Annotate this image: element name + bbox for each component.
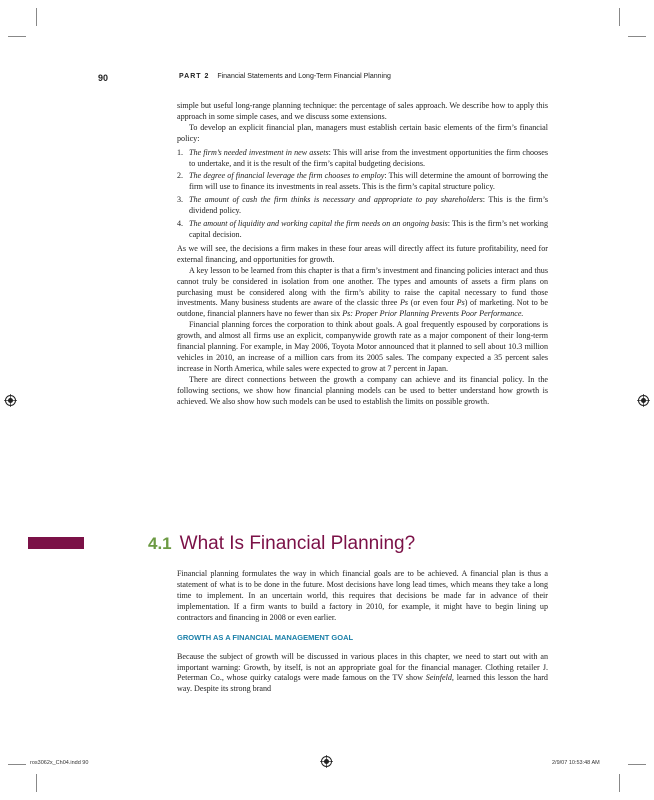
footer-file-slug: ros3062x_Ch04.indd 90 xyxy=(30,760,89,766)
paragraph: simple but useful long-range planning technique: the percentage of sales approach. We describe how to apply this approach in some simple cases, and we discuss some extensions. xyxy=(177,101,548,121)
part-label: PART 2 xyxy=(179,73,210,80)
running-header xyxy=(179,73,391,80)
subsection-heading: GROWTH AS A FINANCIAL MANAGEMENT GOAL xyxy=(177,632,354,642)
crop-mark xyxy=(619,774,620,792)
paragraph: As we will see, the decisions a firm makes in these four areas will directly affect its future profitability, need for external financing, and opportunities for growth. xyxy=(177,243,548,264)
part-title: Financial Statements and Long-Term Financial Planning xyxy=(217,73,391,80)
crop-mark xyxy=(619,8,620,26)
paragraph: There are direct connections between the growth a company can achieve and its financial policy. In the following sections, we show how financial planning models can be used to better understand how growth is achieved. We also show how such models can be used to establish the limits on possible growth. xyxy=(177,374,548,406)
list-item: 2. The degree of financial leverage the firm chooses to employ: This will determine the amount of borrowing the firm will use to finance its investments in real assets. This is the firm’s capital structure policy. xyxy=(177,171,548,192)
paragraph: A key lesson to be learned from this chapter is that a firm’s investment and financing policies interact and thus cannot truly be considered in isolation from one another. The types and amounts of assets a firm plans on purchasing must be considered along with the firm’s ability to raise the capital necessary to fund those investments. Many business students are aware of the classic three Ps (or even four Ps) of marketing. Not to be outdone, financial planners have no fewer than six Ps: Proper Prior Planning Prevents Poor Performance. xyxy=(177,265,548,319)
paragraph: To develop an explicit financial plan, managers must establish certain basic elements of the firm’s financial policy: xyxy=(177,122,548,143)
list-item: 1. The firm’s needed investment in new assets: This will arise from the investment opportunities the firm chooses to undertake, and it is the result of the firm’s capital budgeting decisions. xyxy=(177,147,548,168)
crop-mark xyxy=(628,36,646,37)
policy-list xyxy=(177,148,548,241)
list-item: 4. The amount of liquidity and working capital the firm needs on an ongoing basis: This is the firm’s net working capital decision. xyxy=(177,219,548,239)
crop-mark xyxy=(8,764,26,765)
section-marker-bar xyxy=(28,537,84,549)
footer-date-slug: 2/9/07 10:53:48 AM xyxy=(552,760,600,766)
body-text xyxy=(177,101,548,407)
section-title: What Is Financial Planning? xyxy=(179,533,416,554)
section-number: 4.1 xyxy=(148,534,172,553)
list-item-title: The degree of financial leverage the firm chooses to employ xyxy=(189,171,385,181)
list-item-title: The amount of cash the firm thinks is necessary and appropriate to pay shareholders xyxy=(189,195,483,205)
list-item: 3. The amount of cash the firm thinks is necessary and appropriate to pay shareholders: This is the firm’s dividend policy. xyxy=(177,195,548,216)
registration-mark-icon xyxy=(637,394,650,407)
section-body xyxy=(177,561,548,703)
paragraph: Because the subject of growth will be discussed in various places in this chapter, we need to start out with an important warning: Growth, by itself, is not an appropriate goal for the financial manager. Clothing retailer J. Peterman Co., whose quirky catalogs were made famous on the TV show Seinfeld, learned this lesson the hard way. Despite its strong brand xyxy=(177,651,548,694)
crop-mark xyxy=(36,774,37,792)
list-item-title: The firm’s needed investment in new assets xyxy=(189,147,329,157)
crop-mark xyxy=(628,764,646,765)
list-item-title: The amount of liquidity and working capital the firm needs on an ongoing basis xyxy=(189,219,448,229)
crop-mark xyxy=(8,36,26,37)
registration-mark-icon xyxy=(4,394,17,407)
registration-mark-icon xyxy=(320,755,333,768)
section-heading xyxy=(148,533,415,555)
page-number: 90 xyxy=(98,73,109,83)
crop-mark xyxy=(36,8,37,26)
paragraph: Financial planning formulates the way in which financial goals are to be achieved. A financial plan is thus a statement of what is to be done in the future. Most decisions have long lead times, which means they take a long time to implement. In an uncertain world, this requires that decisions be made far in advance of their implementation. If a firm wants to build a factory in 2010, for example, it might have to begin lining up contractors and financing in 2008 or even earlier. xyxy=(177,569,548,622)
paragraph: Financial planning forces the corporation to think about goals. A goal frequently espoused by corporations is growth, and almost all firms use an explicit, companywide growth rate as a major component of their long-term financial planning. For example, in May 2006, Toyota Motor announced that it planned to sell about 10.3 million vehicles in 2010, an increase of a million cars from its 2005 sales. The company expected a 35 percent sales increase in North America, while sales were expected to grow at 7 percent in Japan. xyxy=(177,320,548,373)
